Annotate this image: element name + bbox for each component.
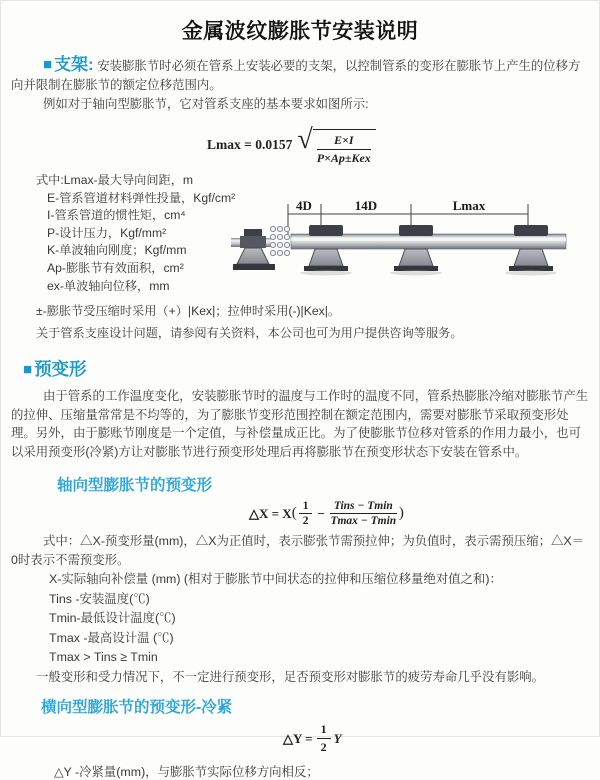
definition-line: X-实际轴向补偿量 (mm) (相对于膨胀节中间状态的拉伸和压缩位移量绝对值之和)：: [49, 572, 502, 586]
guide-support: [300, 225, 352, 276]
axial-explain-paragraph: 式中：△X-预变形量(mm)，△X为正值时，表示膨张节需预拉伸；为负值时，表示需预压缩；△X＝0时表示不需预变形。: [11, 534, 585, 567]
pipe-highlight: [291, 238, 566, 241]
lmax-formula-lhs: Lmax = 0.0157: [207, 136, 293, 152]
service-note-line: 关于管系支座设计问题，请参阅有关资料，本公司也可为用户提供咨询等服务。: [36, 326, 463, 340]
lateral-subsection-heading: 横向型膨胀节的预变形-冷紧: [41, 699, 233, 716]
half-fraction: [317, 722, 331, 755]
support-intro-text: 安装膨胀节时必须在管系上安装必要的支架，以控制管系的变形在膨胀节上产生的位移方向并限制在膨胀节的额定位移范围内。: [11, 59, 581, 92]
temperature-fraction: [330, 500, 397, 527]
section-marker-icon: ■: [23, 361, 33, 378]
lmax-fraction-numerator: E×I: [317, 133, 371, 150]
dim-label-14d: 14D: [354, 198, 378, 213]
pipe-support-diagram: [231, 196, 589, 298]
lmax-fraction-denominator: P×Ap±Kex: [316, 151, 371, 165]
guide-support: [505, 225, 557, 276]
guide-support: [390, 225, 442, 276]
bellows-coils: [270, 226, 289, 255]
axial-note-line: 一般变形和受力情况下，不一定进行预变形，足否预变形对膨胀节的疲劳寿命几乎没有影响。: [36, 669, 545, 684]
radical-expression: [297, 123, 375, 166]
lmax-formula: [207, 123, 589, 166]
definition-line: ex-单波轴向位移，mm: [47, 278, 170, 293]
sqrt-icon: √: [297, 124, 313, 155]
half-fraction: [299, 500, 313, 527]
radical-body: [313, 129, 376, 166]
temperature-denominator: Tmax − Tmin: [330, 515, 397, 527]
main-pipe: [291, 234, 566, 249]
definitions-and-diagram: [11, 172, 589, 300]
support-intro-paragraph: [11, 55, 589, 95]
open-paren: (: [291, 505, 297, 521]
fixed-anchor: [233, 229, 275, 270]
lateral-formula: [283, 722, 589, 755]
definition-line: Tmax > Tins ≥ Tmin: [49, 650, 158, 664]
support-heading-label: 支架:: [54, 55, 94, 74]
lateral-explain-line: △Y -冷紧量(mm)，与膨胀节实际位移方向相反；: [54, 765, 319, 779]
half-numerator: 1: [299, 500, 313, 514]
definition-line: Tmax -最高设计温 (℃): [49, 630, 174, 645]
definition-line: Tins -安装温度(℃): [49, 591, 150, 606]
preform-paragraph: 由于管系的工作温度变化，安装膨胀节时的温度与工作时的温度不同，管系热膨胀冷缩对膨胀节产生的拉伸、压缩量常常是不均等的，为了膨胀节变形范围控制在额定范围内，需要对膨胀节采取预变形处理。另外，由于膨账节刚度是一个定值，与补偿量成正比。为了使膨胀节位移对管系的作用力最小，也可以采用预变形(冷紧)方让对膨胀节进行预变形处理后再将膨胀节在预变形状态下安装在管系中。: [11, 389, 589, 459]
axial-subsection-heading: 轴向型膨胀节的预变形: [57, 477, 213, 494]
section-marker-icon: ■: [43, 56, 53, 73]
definition-line: 式中:Lmax-最大导向间距，m: [36, 173, 194, 187]
dim-label-lmax: Lmax: [452, 198, 486, 213]
axial-formula-lhs: △X = X: [249, 505, 292, 521]
support-section-heading: [43, 55, 94, 74]
lateral-formula-rhs: Y: [333, 730, 342, 746]
definition-line: Ap-膨胀节有效面积，cm²: [47, 260, 184, 275]
definition-line: P-设计压力，Kgf/mm²: [47, 225, 167, 240]
support-example-line: 例如对于轴向型膨胀节，它对管系支座的基本要求如图所示:: [43, 97, 369, 111]
half-denominator: 2: [302, 515, 309, 527]
half-numerator: 1: [317, 722, 331, 739]
minus-sign: −: [317, 505, 325, 521]
axial-definitions: [11, 570, 589, 687]
preform-heading-label: 预变形: [34, 359, 87, 379]
pm-note-line: ±-膨胀节受压缩时采用（+）|Kex|；拉伸时采用(-)|Kex|。: [36, 304, 341, 318]
lmax-fraction: [317, 133, 371, 166]
definition-line: K-单波轴向刚度；Kgf/mm: [47, 243, 187, 258]
definition-line: E-管系管道材料弹性投量，Kgf/cm²: [47, 190, 236, 205]
half-denominator: 2: [320, 740, 327, 754]
definition-line: I-管系管道的惯性矩，cm⁴: [47, 208, 186, 223]
page-title: 金属波纹膨胀节安装说明: [181, 20, 419, 43]
preform-section-heading-row: [23, 356, 589, 381]
dim-label-4d: 4D: [296, 198, 312, 213]
preform-section-heading: [23, 359, 87, 379]
definition-line: Tmin-最低设计温度(℃): [49, 611, 176, 625]
lateral-formula-lhs: △Y =: [283, 730, 313, 746]
axial-formula: [249, 500, 589, 527]
temperature-numerator: Tins − Tmin: [330, 500, 397, 514]
close-paren: ): [398, 505, 404, 521]
